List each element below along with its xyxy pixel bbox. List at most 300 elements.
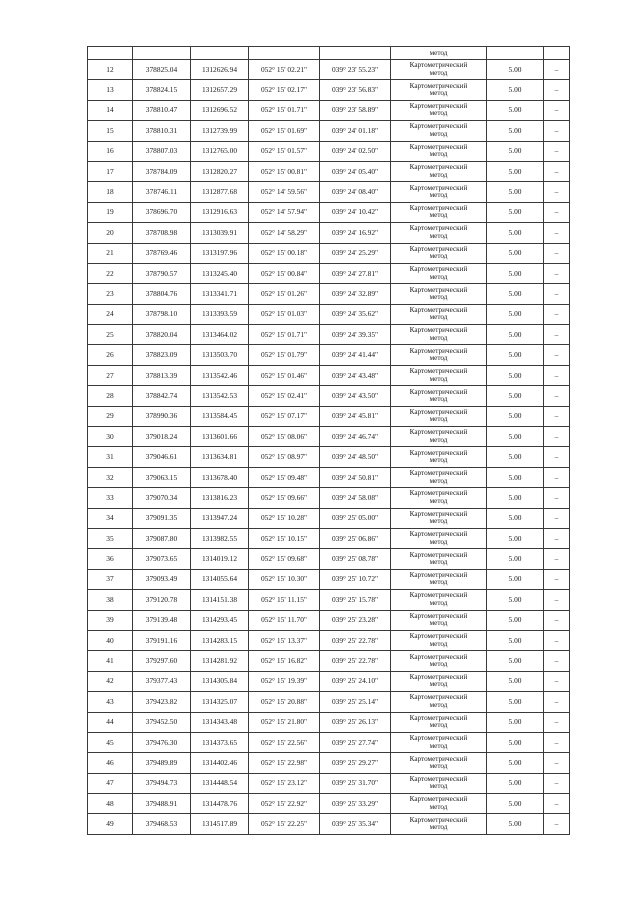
x-coordinate-cell: 379073.65 xyxy=(133,549,191,569)
latitude-cell: 052° 14' 59.56" xyxy=(249,182,320,202)
description-cell: – xyxy=(544,263,570,283)
latitude-cell: 052° 15' 08.06" xyxy=(249,427,320,447)
table-row xyxy=(88,773,570,793)
description-cell: – xyxy=(544,284,570,304)
table-row xyxy=(88,753,570,773)
longitude-cell: 039° 23' 56.83" xyxy=(320,80,391,100)
latitude-cell: 052° 15' 02.41" xyxy=(249,386,320,406)
method-line-2: метод xyxy=(429,394,448,403)
accuracy-cell: 5.00 xyxy=(487,814,544,834)
method-line-2: метод xyxy=(429,313,448,322)
table-row xyxy=(88,794,570,814)
y-coordinate-cell: 1314325.07 xyxy=(191,692,249,712)
point-number-cell: 25 xyxy=(88,325,133,345)
x-coordinate-cell: 379191.16 xyxy=(133,630,191,650)
longitude-cell: 039° 25' 23.28" xyxy=(320,610,391,630)
method-cell xyxy=(391,47,487,60)
method-line-1: Картометрический xyxy=(409,224,468,233)
accuracy-cell: 5.00 xyxy=(487,630,544,650)
accuracy-cell: 5.00 xyxy=(487,427,544,447)
description-cell: – xyxy=(544,121,570,141)
x-coordinate-cell: 379093.49 xyxy=(133,569,191,589)
x-coordinate-cell: 379070.34 xyxy=(133,488,191,508)
method-label: метод xyxy=(429,49,448,57)
latitude-cell: 052° 14' 57.94" xyxy=(249,202,320,222)
table-row xyxy=(88,610,570,630)
table-row xyxy=(88,325,570,345)
longitude-cell: 039° 24' 45.81" xyxy=(320,406,391,426)
table-cell xyxy=(88,47,133,60)
method-line-1: Картометрический xyxy=(409,673,468,681)
y-coordinate-cell: 1313341.71 xyxy=(191,284,249,304)
method-cell xyxy=(391,569,487,589)
accuracy-cell: 5.00 xyxy=(487,161,544,181)
method-line-1: Картометрический xyxy=(409,285,468,294)
latitude-cell: 052° 15' 09.68" xyxy=(249,549,320,569)
accuracy-cell: 5.00 xyxy=(487,488,544,508)
method-line-2: метод xyxy=(429,517,448,526)
description-cell: – xyxy=(544,773,570,793)
point-number-cell: 40 xyxy=(88,630,133,650)
accuracy-cell: 5.00 xyxy=(487,447,544,467)
method-line-2: метод xyxy=(429,333,448,342)
y-coordinate-cell: 1313982.55 xyxy=(191,528,249,548)
table-cell xyxy=(249,47,320,60)
method-cell xyxy=(391,447,487,467)
x-coordinate-cell: 378820.04 xyxy=(133,325,191,345)
method-cell xyxy=(391,651,487,671)
point-number-cell: 16 xyxy=(88,141,133,161)
latitude-cell: 052° 15' 01.03" xyxy=(249,304,320,324)
method-line-2: метод xyxy=(429,741,448,750)
method-line-1: Картометрический xyxy=(409,122,468,131)
description-cell: – xyxy=(544,427,570,447)
longitude-cell: 039° 24' 08.40" xyxy=(320,182,391,202)
y-coordinate-cell: 1314448.54 xyxy=(191,773,249,793)
latitude-cell: 052° 15' 22.56" xyxy=(249,732,320,752)
y-coordinate-cell: 1312739.99 xyxy=(191,121,249,141)
x-coordinate-cell: 379377.43 xyxy=(133,671,191,691)
y-coordinate-cell: 1314151.38 xyxy=(191,590,249,610)
latitude-cell: 052° 15' 23.12" xyxy=(249,773,320,793)
x-coordinate-cell: 378823.09 xyxy=(133,345,191,365)
description-cell: – xyxy=(544,304,570,324)
method-line-2: метод xyxy=(429,191,448,200)
method-cell xyxy=(391,100,487,120)
y-coordinate-cell: 1313634.81 xyxy=(191,447,249,467)
latitude-cell: 052° 15' 16.82" xyxy=(249,651,320,671)
longitude-cell: 039° 25' 25.14" xyxy=(320,692,391,712)
point-number-cell: 41 xyxy=(88,651,133,671)
point-number-cell: 21 xyxy=(88,243,133,263)
x-coordinate-cell: 379489.89 xyxy=(133,753,191,773)
latitude-cell: 052° 15' 01.79" xyxy=(249,345,320,365)
method-cell xyxy=(391,508,487,528)
y-coordinate-cell: 1312916.63 xyxy=(191,202,249,222)
table-row xyxy=(88,60,570,80)
description-cell: – xyxy=(544,671,570,691)
y-coordinate-cell: 1314343.48 xyxy=(191,712,249,732)
point-number-cell: 27 xyxy=(88,365,133,385)
point-number-cell: 46 xyxy=(88,753,133,773)
x-coordinate-cell: 378824.15 xyxy=(133,80,191,100)
y-coordinate-cell: 1312820.27 xyxy=(191,161,249,181)
latitude-cell: 052° 15' 00.18" xyxy=(249,243,320,263)
point-number-cell: 38 xyxy=(88,590,133,610)
point-number-cell: 47 xyxy=(88,773,133,793)
description-cell: – xyxy=(544,100,570,120)
method-cell xyxy=(391,121,487,141)
latitude-cell: 052° 15' 01.26" xyxy=(249,284,320,304)
latitude-cell: 052° 15' 02.21" xyxy=(249,60,320,80)
method-line-2: метод xyxy=(429,292,448,301)
method-cell xyxy=(391,304,487,324)
table-row xyxy=(88,263,570,283)
x-coordinate-cell: 379063.15 xyxy=(133,467,191,487)
latitude-cell: 052° 15' 11.15" xyxy=(249,590,320,610)
x-coordinate-cell: 378810.31 xyxy=(133,121,191,141)
method-line-2: метод xyxy=(429,89,448,98)
latitude-cell: 052° 15' 21.80" xyxy=(249,712,320,732)
latitude-cell: 052° 14' 58.29" xyxy=(249,223,320,243)
accuracy-cell: 5.00 xyxy=(487,304,544,324)
method-line-1: Картометрический xyxy=(409,571,468,580)
method-line-2: метод xyxy=(429,252,448,261)
x-coordinate-cell: 379018.24 xyxy=(133,427,191,447)
x-coordinate-cell: 379297.60 xyxy=(133,651,191,671)
method-line-1: Картометрический xyxy=(409,469,468,478)
description-cell: – xyxy=(544,141,570,161)
point-number-cell: 26 xyxy=(88,345,133,365)
longitude-cell: 039° 25' 10.72" xyxy=(320,569,391,589)
table-row xyxy=(88,386,570,406)
method-line-1: Картометрический xyxy=(409,163,468,172)
y-coordinate-cell: 1313601.66 xyxy=(191,427,249,447)
description-cell: – xyxy=(544,630,570,650)
accuracy-cell: 5.00 xyxy=(487,243,544,263)
point-number-cell: 18 xyxy=(88,182,133,202)
x-coordinate-cell: 378746.11 xyxy=(133,182,191,202)
latitude-cell: 052° 15' 10.28" xyxy=(249,508,320,528)
method-cell xyxy=(391,590,487,610)
longitude-cell: 039° 25' 33.29" xyxy=(320,794,391,814)
y-coordinate-cell: 1312765.00 xyxy=(191,141,249,161)
method-line-1: Картометрический xyxy=(409,367,468,376)
x-coordinate-cell: 379468.53 xyxy=(133,814,191,834)
accuracy-cell: 5.00 xyxy=(487,386,544,406)
method-line-2: метод xyxy=(429,68,448,77)
table-row xyxy=(88,121,570,141)
table-row xyxy=(88,630,570,650)
longitude-cell: 039° 25' 06.86" xyxy=(320,528,391,548)
table-row xyxy=(88,528,570,548)
longitude-cell: 039° 24' 43.50" xyxy=(320,386,391,406)
longitude-cell: 039° 25' 24.10" xyxy=(320,671,391,691)
point-number-cell: 48 xyxy=(88,794,133,814)
description-cell: – xyxy=(544,325,570,345)
table-row xyxy=(88,692,570,712)
accuracy-cell: 5.00 xyxy=(487,284,544,304)
method-line-1: Картометрический xyxy=(409,509,468,518)
method-line-1: Картометрический xyxy=(409,204,468,213)
y-coordinate-cell: 1314373.65 xyxy=(191,732,249,752)
method-line-2: метод xyxy=(429,823,448,832)
longitude-cell: 039° 24' 27.81" xyxy=(320,263,391,283)
method-cell xyxy=(391,161,487,181)
longitude-cell: 039° 25' 29.27" xyxy=(320,753,391,773)
method-line-1: Картометрический xyxy=(409,734,468,743)
longitude-cell: 039° 24' 32.89" xyxy=(320,284,391,304)
latitude-cell: 052° 15' 01.57" xyxy=(249,141,320,161)
accuracy-cell: 5.00 xyxy=(487,406,544,426)
longitude-cell: 039° 24' 39.35" xyxy=(320,325,391,345)
method-cell xyxy=(391,630,487,650)
longitude-cell: 039° 24' 10.42" xyxy=(320,202,391,222)
method-line-1: Картометрический xyxy=(409,305,468,314)
accuracy-cell: 5.00 xyxy=(487,692,544,712)
x-coordinate-cell: 379139.48 xyxy=(133,610,191,630)
longitude-cell: 039° 25' 22.78" xyxy=(320,651,391,671)
y-coordinate-cell: 1312877.68 xyxy=(191,182,249,202)
method-line-1: Картометрический xyxy=(409,611,468,620)
accuracy-cell: 5.00 xyxy=(487,773,544,793)
y-coordinate-cell: 1313816.23 xyxy=(191,488,249,508)
point-number-cell: 34 xyxy=(88,508,133,528)
longitude-cell: 039° 25' 27.74" xyxy=(320,732,391,752)
method-line-2: метод xyxy=(429,231,448,240)
longitude-cell: 039° 23' 55.23" xyxy=(320,60,391,80)
point-number-cell: 20 xyxy=(88,223,133,243)
table-row xyxy=(88,814,570,834)
method-cell xyxy=(391,141,487,161)
accuracy-cell: 5.00 xyxy=(487,671,544,691)
method-line-1: Картометрический xyxy=(409,142,468,151)
method-cell xyxy=(391,202,487,222)
y-coordinate-cell: 1313503.70 xyxy=(191,345,249,365)
longitude-cell: 039° 25' 08.78" xyxy=(320,549,391,569)
y-coordinate-cell: 1313542.53 xyxy=(191,386,249,406)
method-cell xyxy=(391,671,487,691)
longitude-cell: 039° 24' 16.92" xyxy=(320,223,391,243)
x-coordinate-cell: 378708.98 xyxy=(133,223,191,243)
accuracy-cell: 5.00 xyxy=(487,202,544,222)
x-coordinate-cell: 379091.35 xyxy=(133,508,191,528)
description-cell: – xyxy=(544,161,570,181)
accuracy-cell: 5.00 xyxy=(487,651,544,671)
method-line-2: метод xyxy=(429,129,448,138)
method-cell xyxy=(391,406,487,426)
method-cell xyxy=(391,753,487,773)
x-coordinate-cell: 379476.30 xyxy=(133,732,191,752)
method-line-1: Картометрический xyxy=(409,530,468,539)
y-coordinate-cell: 1313464.02 xyxy=(191,325,249,345)
description-cell: – xyxy=(544,712,570,732)
description-cell: – xyxy=(544,80,570,100)
method-line-2: метод xyxy=(429,374,448,383)
table-row xyxy=(88,304,570,324)
accuracy-cell: 5.00 xyxy=(487,549,544,569)
table-row xyxy=(88,712,570,732)
y-coordinate-cell: 1313393.59 xyxy=(191,304,249,324)
x-coordinate-cell: 378807.03 xyxy=(133,141,191,161)
longitude-cell: 039° 25' 15.78" xyxy=(320,590,391,610)
table-row xyxy=(88,284,570,304)
method-cell xyxy=(391,712,487,732)
latitude-cell: 052° 15' 07.17" xyxy=(249,406,320,426)
latitude-cell: 052° 15' 19.39" xyxy=(249,671,320,691)
method-line-2: метод xyxy=(429,558,448,567)
latitude-cell: 052° 15' 10.30" xyxy=(249,569,320,589)
method-line-1: Картометрический xyxy=(409,346,468,355)
table-row xyxy=(88,345,570,365)
method-cell xyxy=(391,814,487,834)
description-cell: – xyxy=(544,528,570,548)
method-line-2: метод xyxy=(429,761,448,770)
description-cell: – xyxy=(544,651,570,671)
point-number-cell: 31 xyxy=(88,447,133,467)
table-row xyxy=(88,671,570,691)
point-number-cell: 49 xyxy=(88,814,133,834)
y-coordinate-cell: 1314517.89 xyxy=(191,814,249,834)
method-line-1: Картометрический xyxy=(409,693,468,702)
description-cell: – xyxy=(544,753,570,773)
table-row xyxy=(88,406,570,426)
method-cell xyxy=(391,284,487,304)
method-line-2: метод xyxy=(429,598,448,607)
accuracy-cell: 5.00 xyxy=(487,80,544,100)
accuracy-cell: 5.00 xyxy=(487,794,544,814)
x-coordinate-cell: 379452.50 xyxy=(133,712,191,732)
table-row xyxy=(88,590,570,610)
accuracy-cell: 5.00 xyxy=(487,590,544,610)
method-line-1: Картометрический xyxy=(409,387,468,396)
description-cell: – xyxy=(544,732,570,752)
method-line-2: метод xyxy=(429,680,448,689)
method-line-1: Картометрический xyxy=(409,448,468,457)
table-cell xyxy=(191,47,249,60)
y-coordinate-cell: 1314019.12 xyxy=(191,549,249,569)
table-cell xyxy=(487,47,544,60)
method-line-1: Картометрический xyxy=(409,407,468,416)
continued-header-row xyxy=(88,47,570,60)
description-cell: – xyxy=(544,345,570,365)
method-line-2: метод xyxy=(429,700,448,709)
point-number-cell: 24 xyxy=(88,304,133,324)
accuracy-cell: 5.00 xyxy=(487,732,544,752)
latitude-cell: 052° 15' 09.48" xyxy=(249,467,320,487)
table-row xyxy=(88,365,570,385)
description-cell: – xyxy=(544,243,570,263)
method-cell xyxy=(391,528,487,548)
description-cell: – xyxy=(544,610,570,630)
y-coordinate-cell: 1312696.52 xyxy=(191,100,249,120)
method-cell xyxy=(391,223,487,243)
point-number-cell: 23 xyxy=(88,284,133,304)
latitude-cell: 052° 15' 01.46" xyxy=(249,365,320,385)
latitude-cell: 052° 15' 22.92" xyxy=(249,794,320,814)
accuracy-cell: 5.00 xyxy=(487,60,544,80)
accuracy-cell: 5.00 xyxy=(487,345,544,365)
x-coordinate-cell: 379494.73 xyxy=(133,773,191,793)
method-line-1: Картометрический xyxy=(409,265,468,274)
method-cell xyxy=(391,488,487,508)
method-cell xyxy=(391,365,487,385)
longitude-cell: 039° 23' 58.89" xyxy=(320,100,391,120)
method-cell xyxy=(391,182,487,202)
method-line-2: метод xyxy=(429,782,448,791)
method-line-1: Картометрический xyxy=(409,774,468,783)
accuracy-cell: 5.00 xyxy=(487,467,544,487)
table-cell xyxy=(320,47,391,60)
table-row xyxy=(88,447,570,467)
latitude-cell: 052° 15' 13.37" xyxy=(249,630,320,650)
method-line-1: Картометрический xyxy=(409,244,468,253)
point-number-cell: 13 xyxy=(88,80,133,100)
y-coordinate-cell: 1313542.46 xyxy=(191,365,249,385)
accuracy-cell: 5.00 xyxy=(487,223,544,243)
y-coordinate-cell: 1313039.91 xyxy=(191,223,249,243)
x-coordinate-cell: 378990.36 xyxy=(133,406,191,426)
method-cell xyxy=(391,773,487,793)
point-number-cell: 22 xyxy=(88,263,133,283)
method-cell xyxy=(391,794,487,814)
coordinates-table xyxy=(87,46,570,835)
longitude-cell: 039° 24' 58.08" xyxy=(320,488,391,508)
accuracy-cell: 5.00 xyxy=(487,508,544,528)
longitude-cell: 039° 25' 35.34" xyxy=(320,814,391,834)
y-coordinate-cell: 1312626.94 xyxy=(191,60,249,80)
description-cell: – xyxy=(544,223,570,243)
table-row xyxy=(88,508,570,528)
description-cell: – xyxy=(544,386,570,406)
description-cell: – xyxy=(544,549,570,569)
description-cell: – xyxy=(544,467,570,487)
description-cell: – xyxy=(544,508,570,528)
point-number-cell: 15 xyxy=(88,121,133,141)
description-cell: – xyxy=(544,590,570,610)
point-number-cell: 37 xyxy=(88,569,133,589)
x-coordinate-cell: 378790.57 xyxy=(133,263,191,283)
method-line-2: метод xyxy=(429,435,448,444)
longitude-cell: 039° 24' 48.50" xyxy=(320,447,391,467)
table-row xyxy=(88,141,570,161)
method-line-2: метод xyxy=(429,721,448,730)
point-number-cell: 43 xyxy=(88,692,133,712)
y-coordinate-cell: 1314305.84 xyxy=(191,671,249,691)
point-number-cell: 17 xyxy=(88,161,133,181)
y-coordinate-cell: 1314055.64 xyxy=(191,569,249,589)
table-row xyxy=(88,732,570,752)
method-line-2: метод xyxy=(429,660,448,669)
accuracy-cell: 5.00 xyxy=(487,325,544,345)
description-cell: – xyxy=(544,406,570,426)
latitude-cell: 052° 15' 08.97" xyxy=(249,447,320,467)
point-number-cell: 28 xyxy=(88,386,133,406)
table-row xyxy=(88,100,570,120)
method-line-2: метод xyxy=(429,476,448,485)
longitude-cell: 039° 24' 50.81" xyxy=(320,467,391,487)
latitude-cell: 052° 15' 01.71" xyxy=(249,100,320,120)
x-coordinate-cell: 379087.80 xyxy=(133,528,191,548)
x-coordinate-cell: 378825.04 xyxy=(133,60,191,80)
accuracy-cell: 5.00 xyxy=(487,528,544,548)
method-line-2: метод xyxy=(429,802,448,811)
description-cell: – xyxy=(544,692,570,712)
longitude-cell: 039° 24' 25.29" xyxy=(320,243,391,263)
y-coordinate-cell: 1313584.45 xyxy=(191,406,249,426)
method-line-2: метод xyxy=(429,211,448,220)
latitude-cell: 052° 15' 01.69" xyxy=(249,121,320,141)
